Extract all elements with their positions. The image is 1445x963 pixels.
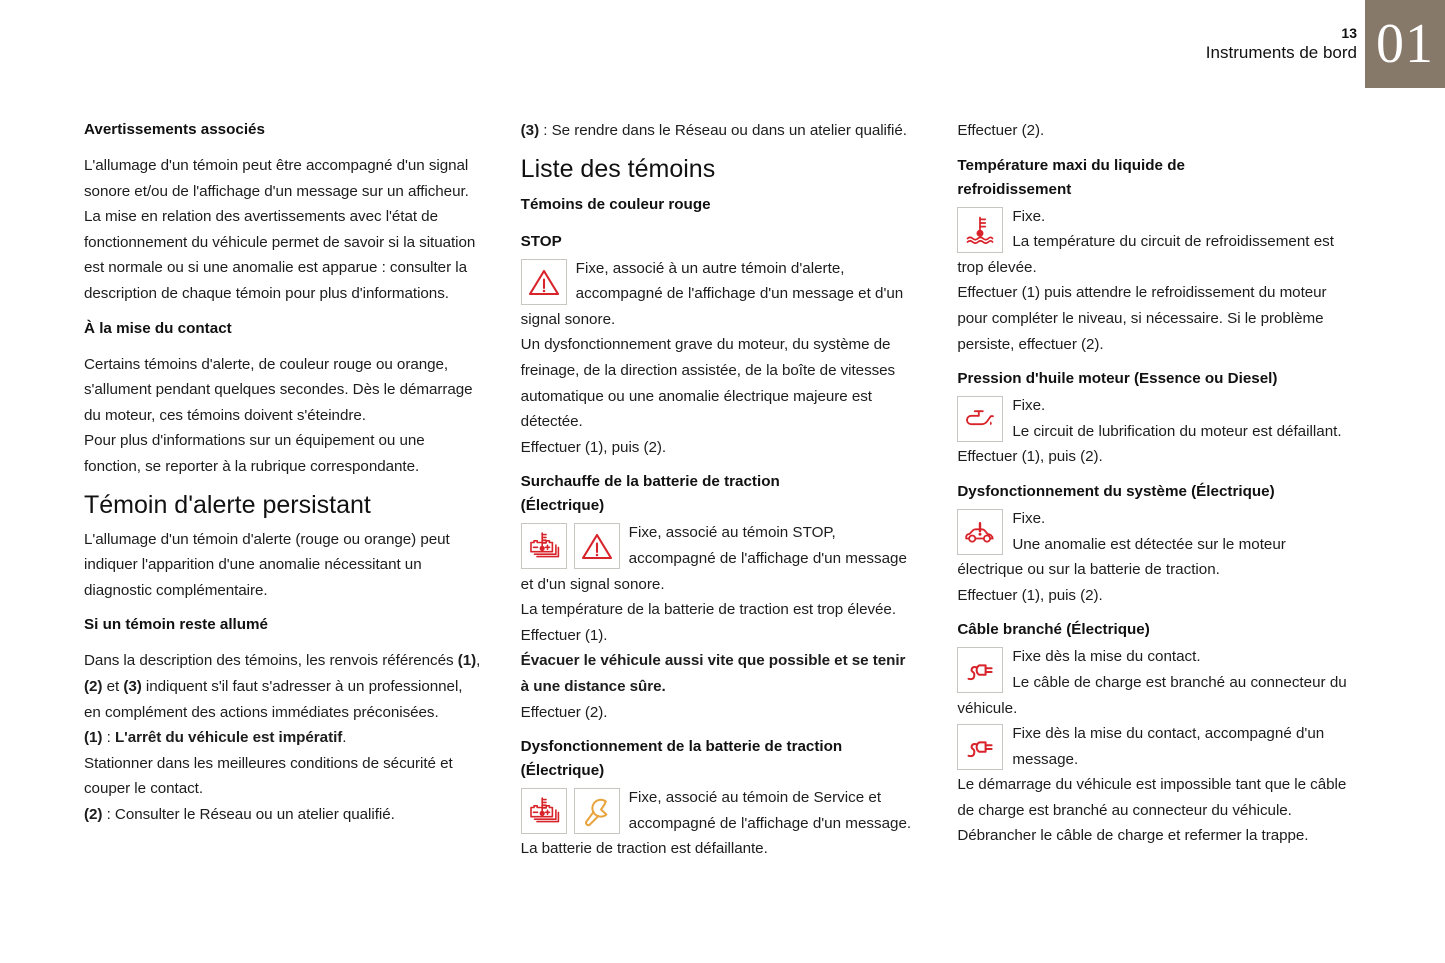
telltale-oil-text2: Le circuit de lubrification du moteur est défaillant. <box>1012 422 1342 440</box>
heading-stop: STOP <box>520 232 562 250</box>
warning-triangle-icon <box>521 259 567 305</box>
telltale-stop-block <box>521 256 918 333</box>
telltale-icons-surchauffe <box>521 523 620 569</box>
telltale-dysfonctionnement-block <box>521 785 918 836</box>
heading-a-la-mise-du-contact: À la mise du contact <box>84 319 232 337</box>
para-plus-informations: Pour plus d'informations sur un équipement ou une fonction, se reporter à la rubrique correspondante. <box>84 432 425 475</box>
para-certains-temoins: Certains témoins d'alerte, de couleur rouge ou orange, s'allument pendant quelques secondes. Dès le démarrage du moteur, ces témoins doivent s'éteindre. <box>84 355 473 424</box>
chapter-tab <box>1365 0 1445 88</box>
ref-3-text: : Se rendre dans le Réseau ou dans un atelier qualifié. <box>539 122 907 139</box>
page-columns <box>84 118 1354 862</box>
ref-1-period: . <box>342 729 347 747</box>
heading-temperature-maxi-l2: refroidissement <box>957 180 1072 198</box>
para-surchauffe-warning: Évacuer le véhicule aussi vite que possible et se tenir à une distance sûre. <box>520 652 906 695</box>
para-mise-en-relation: La mise en relation des avertissements avec l'état de fonctionnement du véhicule permet de savoir si la situation est normale ou si une anomalie est apparue : consulter la description de chaque témoin pour plus d'informations. <box>84 208 476 302</box>
page-header <box>837 0 1357 94</box>
telltale-surchauffe-block <box>521 520 918 597</box>
telltale-dysfonctionnement-text: Fixe, associé au témoin de Service et accompagné de l'affichage d'un message. <box>628 789 912 832</box>
warning-triangle-icon <box>574 523 620 569</box>
telltale-cable-block-1 <box>957 644 1354 721</box>
telltale-cable-block-2 <box>957 721 1354 772</box>
coolant-temperature-icon <box>957 207 1003 253</box>
heading-temperature-maxi-l1: Température maxi du liquide de <box>957 156 1185 174</box>
section-title: Instruments de bord <box>1205 42 1357 62</box>
telltale-cable-text2: Le câble de charge est branché au connecteur du véhicule. <box>957 673 1347 717</box>
heading-dysfonctionnement-systeme: Dysfonctionnement du système (Électrique) <box>957 482 1275 500</box>
para-effectuer-2: Effectuer (2). <box>957 122 1045 139</box>
telltale-icons-coolant <box>957 207 1003 253</box>
telltale-icons-stop <box>521 259 567 305</box>
oil-pressure-icon <box>957 396 1003 442</box>
heading-surchauffe-batterie-l2: (Électrique) <box>520 497 605 515</box>
ref-2-label: (2) <box>84 805 103 823</box>
para-surchauffe-action2: Effectuer (2). <box>520 703 608 721</box>
heading-pression-huile: Pression d'huile moteur (Essence ou Diesel) <box>957 370 1278 388</box>
column-2 <box>521 118 918 862</box>
telltale-coolant-text2: La température du circuit de refroidissement est trop élevée. <box>957 233 1334 276</box>
renvois-text-c: indiquent s'il faut s'adresser à un professionnel, en complément des actions immédiates préconisées. <box>84 677 463 721</box>
ref-3: (3) <box>123 677 142 695</box>
renvois-text-a: Dans la description des témoins, les renvois référencés <box>84 652 458 670</box>
ref-2-text: : Consulter le Réseau ou un atelier qualifié. <box>102 805 395 823</box>
telltale-icons-oil <box>957 396 1003 442</box>
heading-si-un-temoin-reste-allume: Si un témoin reste allumé <box>84 616 268 634</box>
ref-3-label: (3) <box>520 122 540 139</box>
charge-cable-plug-icon <box>957 724 1003 770</box>
ev-system-fault-car-icon <box>957 509 1003 555</box>
ref-2: (2) <box>84 677 103 695</box>
para-surchauffe-description: La température de la batterie de traction est trop élevée. <box>520 601 896 619</box>
charge-cable-plug-icon <box>957 647 1003 693</box>
renvois-sep-2: et <box>102 677 124 695</box>
para-stationner: Stationner dans les meilleures conditions de sécurité et couper le contact. <box>84 754 453 798</box>
telltale-icons-cable-2 <box>957 724 1003 770</box>
para-coolant-action: Effectuer (1) puis attendre le refroidissement du moteur pour compléter le niveau, si nécessaire. Si le problème persiste, effectuer (2). <box>957 284 1327 353</box>
heading-surchauffe-batterie-l1: Surchauffe de la batterie de traction <box>520 473 780 491</box>
traction-battery-temp-icon <box>521 523 567 569</box>
para-dysfonctionnement-description: La batterie de traction est défaillante. <box>520 840 768 858</box>
renvois-sep-1: , <box>476 652 481 670</box>
para-allumage-alerte: L'allumage d'un témoin d'alerte (rouge ou orange) peut indiquer l'apparition d'une anomalie nécessitant un diagnostic complémentaire. <box>84 530 450 599</box>
telltale-stop-text: Fixe, associé à un autre témoin d'alerte, accompagné de l'affichage d'un message et d'un signal sonore. <box>520 259 904 328</box>
wrench-service-icon <box>574 788 620 834</box>
telltale-ev-system-text2: Une anomalie est détectée sur le moteur électrique ou sur la batterie de traction. <box>957 535 1286 579</box>
ref-1-sep: : <box>102 729 115 747</box>
heading-dysfonctionnement-batterie-l2: (Électrique) <box>520 762 605 780</box>
telltale-ev-system-text1: Fixe. <box>1012 509 1046 527</box>
telltale-cable2-text: Fixe dès la mise du contact, accompagné d'un message. <box>1012 725 1325 768</box>
para-renvois-references <box>84 648 481 725</box>
ref-1-label: (1) <box>84 729 103 747</box>
telltale-icons-cable-1 <box>957 647 1003 693</box>
page-number: 13 <box>1341 24 1357 41</box>
ref-1-emphasis: L'arrêt du véhicule est impératif <box>114 729 343 747</box>
para-stop-action: Effectuer (1), puis (2). <box>520 438 667 456</box>
para-cable-demarrage: Le démarrage du véhicule est impossible tant que le câble de charge est branché au connecteur du véhicule. <box>957 776 1347 819</box>
para-oil-action: Effectuer (1), puis (2). <box>957 448 1103 466</box>
heading-avertissements-associes: Avertissements associés <box>84 121 265 138</box>
telltale-coolant-block <box>957 204 1354 281</box>
telltale-oil-text1: Fixe. <box>1012 397 1046 415</box>
telltale-coolant-text1: Fixe. <box>1012 207 1046 225</box>
column-3 <box>957 118 1354 862</box>
column-1 <box>84 118 481 862</box>
para-ref3-definition <box>521 118 918 144</box>
heading-liste-des-temoins: Liste des témoins <box>520 154 716 183</box>
telltale-icons-dysfonctionnement <box>521 788 620 834</box>
traction-battery-temp-icon <box>521 788 567 834</box>
para-ref2-definition <box>84 802 481 828</box>
para-stop-description: Un dysfonctionnement grave du moteur, du système de freinage, de la direction assistée, de la boîte de vitesses automatique ou une anomalie électrique majeure est détectée. <box>520 336 896 431</box>
telltale-cable-text1: Fixe dès la mise du contact. <box>1012 648 1201 666</box>
para-cable-debrancher: Débrancher le câble de charge et refermer la trappe. <box>957 827 1309 845</box>
para-surchauffe-action1: Effectuer (1). <box>520 626 608 644</box>
telltale-surchauffe-text: Fixe, associé au témoin STOP, accompagné de l'affichage d'un message et d'un signal sonore. <box>520 524 907 593</box>
para-ev-system-action: Effectuer (1), puis (2). <box>957 586 1103 604</box>
telltale-icons-ev-system <box>957 509 1003 555</box>
para-allumage-temoin: L'allumage d'un témoin peut être accompagné d'un signal sonore et/ou de l'affichage d'un message sur un afficheur. <box>84 157 469 200</box>
para-ref1-definition <box>84 725 481 751</box>
heading-temoin-alerte-persistant: Témoin d'alerte persistant <box>84 490 371 519</box>
telltale-oil-block <box>957 393 1354 444</box>
chapter-number: 01 <box>1376 13 1434 75</box>
heading-dysfonctionnement-batterie-l1: Dysfonctionnement de la batterie de traction <box>520 738 843 756</box>
ref-1: (1) <box>457 652 477 670</box>
heading-cable-branche: Câble branché (Électrique) <box>957 621 1150 639</box>
telltale-ev-system-block <box>957 506 1354 583</box>
heading-temoins-couleur-rouge: Témoins de couleur rouge <box>520 195 711 213</box>
